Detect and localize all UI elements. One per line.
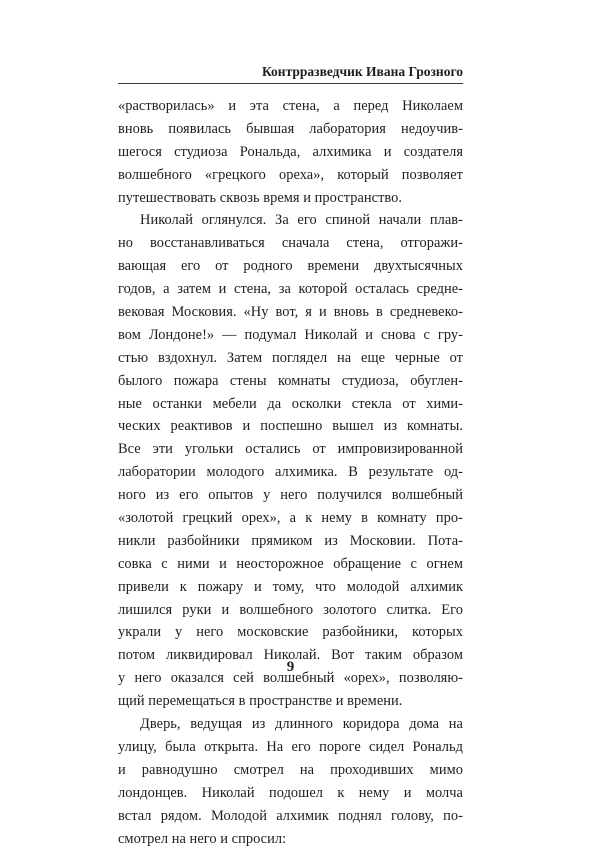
text-line: потом ликвидировал Николай. Вот таким образом xyxy=(118,644,463,667)
text-line: вековая Московия. «Ну вот, я и вновь в средневеко- xyxy=(118,301,463,324)
text-line: щий перемещаться в пространстве и времени. xyxy=(118,690,463,713)
text-line: вом Лондоне!» — подумал Николай и снова с гру- xyxy=(118,324,463,347)
text-line: «растворилась» и эта стена, а перед Николаем xyxy=(118,95,463,118)
page-number: 9 xyxy=(118,657,463,677)
text-line: и равнодушно смотрел на проходивших мимо xyxy=(118,759,463,782)
text-line: ные останки мебели да осколки стекла от хими- xyxy=(118,393,463,416)
running-header: Контрразведчик Ивана Грозного xyxy=(118,62,463,82)
text-line: улицу, была открыта. На его пороге сидел Рональд xyxy=(118,736,463,759)
text-line: у него оказался сей волшебный «орех», позволяю- xyxy=(118,667,463,690)
paragraph xyxy=(118,209,463,713)
text-line: шегося студиоза Рональда, алхимика и создателя xyxy=(118,141,463,164)
text-line: путешествовать сквозь время и пространство. xyxy=(118,187,463,210)
text-line: ного из его опытов у него получился волшебный xyxy=(118,484,463,507)
text-line: встал рядом. Молодой алхимик поднял голову, по- xyxy=(118,805,463,828)
text-line: волшебного «грецкого ореха», который позволяет xyxy=(118,164,463,187)
text-line: стью вздохнул. Затем поглядел на еще черные от xyxy=(118,347,463,370)
page-body xyxy=(118,95,463,850)
text-line: ческих реактивов и поспешно вышел из комнаты. xyxy=(118,415,463,438)
text-line: но восстанавливаться сначала стена, отгоражи- xyxy=(118,232,463,255)
text-line: Все эти угольки остались от импровизированной xyxy=(118,438,463,461)
text-line: вновь появилась бывшая лаборатория недоучив- xyxy=(118,118,463,141)
text-line: «золотой грецкий орех», а к нему в комнату про- xyxy=(118,507,463,530)
text-line: Дверь, ведущая из длинного коридора дома на xyxy=(118,713,463,736)
paragraph xyxy=(118,713,463,850)
text-line: совка с ними и неосторожное обращение с огнем xyxy=(118,553,463,576)
text-line: привели к пожару и тому, что молодой алхимик xyxy=(118,576,463,599)
header-rule xyxy=(118,83,463,84)
text-line: лондонцев. Николай подошел к нему и молча xyxy=(118,782,463,805)
text-line: никли разбойники прямиком из Московии. Пота- xyxy=(118,530,463,553)
text-line: украли у него московские разбойники, которых xyxy=(118,621,463,644)
text-line: лишился руки и волшебного золотого слитка. Его xyxy=(118,599,463,622)
text-line: годов, а затем и стена, за которой осталась средне- xyxy=(118,278,463,301)
text-line: вающая его от родного времени двухтысячных xyxy=(118,255,463,278)
text-line: Николай оглянулся. За его спиной начали плав- xyxy=(118,209,463,232)
text-line: былого пожара стены комнаты студиоза, обуглен- xyxy=(118,370,463,393)
text-line: лаборатории молодого алхимика. В результате од- xyxy=(118,461,463,484)
text-line: смотрел на него и спросил: xyxy=(118,828,463,850)
paragraph xyxy=(118,95,463,209)
